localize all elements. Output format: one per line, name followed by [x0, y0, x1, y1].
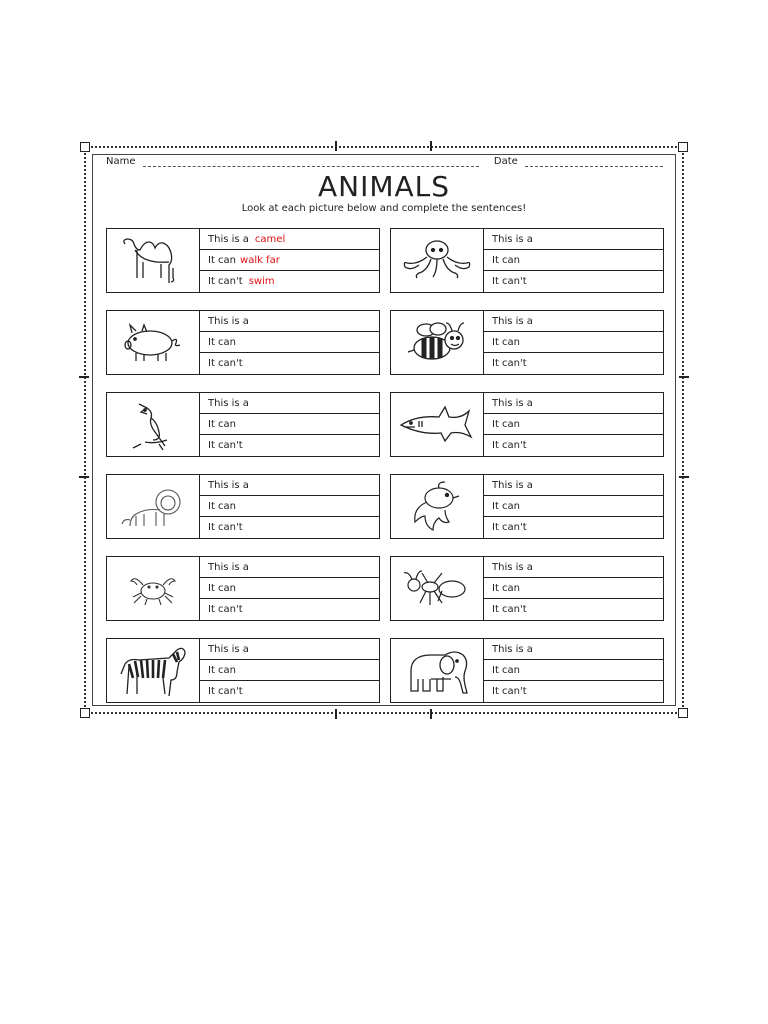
this-is-row: This is a: [484, 229, 663, 250]
corner-ornament: [678, 708, 688, 718]
this-is-row: This is a: [484, 393, 663, 414]
it-can-row: It can walk far: [200, 250, 379, 271]
animal-card: [390, 638, 664, 703]
fish-icon: [391, 475, 484, 538]
animal-card: [106, 392, 380, 457]
this-is-row: This is a: [200, 311, 379, 332]
it-can-row: It can: [484, 578, 663, 599]
it-cant-row: It can't swim: [208, 276, 275, 287]
answer-text: swim: [248, 276, 275, 287]
ant-icon: [391, 557, 484, 620]
worksheet: [84, 146, 684, 714]
it-cant-row: It can't: [492, 440, 527, 451]
animal-card: [106, 474, 380, 539]
border-tick: [430, 709, 432, 719]
it-cant-row: It can't: [208, 686, 243, 697]
it-can-row: It can: [200, 660, 379, 681]
animal-card: [106, 556, 380, 621]
lion-icon: [107, 475, 200, 538]
border-tick: [679, 476, 689, 478]
page-title: ANIMALS: [317, 170, 451, 203]
shark-icon: [391, 393, 484, 456]
it-can-row: It can: [200, 414, 379, 435]
corner-ornament: [80, 708, 90, 718]
name-date-line: [106, 156, 662, 170]
instructions: Look at each picture below and complete the sentences!: [241, 203, 527, 214]
it-cant-row: It can't: [492, 686, 527, 697]
this-is-row: This is a: [484, 475, 663, 496]
border-tick: [79, 376, 89, 378]
it-can-row: It can: [484, 250, 663, 271]
border-tick: [679, 376, 689, 378]
animal-card: [106, 310, 380, 375]
animal-card: [390, 310, 664, 375]
animal-card: [106, 228, 380, 293]
animal-card: [390, 474, 664, 539]
it-can-row: It can: [484, 496, 663, 517]
it-cant-row: It can't: [492, 522, 527, 533]
elephant-icon: [391, 639, 484, 702]
it-can-row: It can: [484, 332, 663, 353]
border-tick: [79, 476, 89, 478]
octopus-icon: [391, 229, 484, 292]
camel-icon: [107, 229, 200, 292]
it-cant-row: It can't: [208, 358, 243, 369]
it-cant-row: It can't: [208, 604, 243, 615]
date-field[interactable]: [525, 157, 663, 167]
this-is-row: This is a: [200, 639, 379, 660]
animal-card: [390, 556, 664, 621]
this-is-row: This is a: [200, 393, 379, 414]
it-cant-row: It can't: [208, 440, 243, 451]
bee-icon: [391, 311, 484, 374]
it-cant-row: It can't: [492, 604, 527, 615]
it-can-row: It can: [200, 332, 379, 353]
this-is-row: This is a: [484, 311, 663, 332]
it-can-row: It can: [484, 660, 663, 681]
answer-text: walk far: [240, 255, 280, 266]
animal-card: [390, 228, 664, 293]
date-label: Date: [493, 156, 518, 167]
it-cant-row: It can't: [208, 522, 243, 533]
it-cant-row: It can't: [492, 276, 527, 287]
corner-ornament: [678, 142, 688, 152]
name-field[interactable]: [143, 157, 479, 167]
crab-icon: [107, 557, 200, 620]
zebra-icon: [107, 639, 200, 702]
border-tick: [335, 141, 337, 151]
animal-card: [390, 392, 664, 457]
it-can-row: It can: [200, 496, 379, 517]
this-is-row: This is a: [484, 557, 663, 578]
border-tick: [335, 709, 337, 719]
border-tick: [430, 141, 432, 151]
this-is-row: This is a: [200, 557, 379, 578]
corner-ornament: [80, 142, 90, 152]
name-label: Name: [106, 156, 136, 167]
pig-icon: [107, 311, 200, 374]
answer-text: camel: [254, 234, 286, 245]
this-is-row: This is a: [200, 475, 379, 496]
bird-icon: [107, 393, 200, 456]
this-is-row: This is a camel: [200, 229, 379, 250]
animal-card: [106, 638, 380, 703]
it-can-row: It can: [200, 578, 379, 599]
it-can-row: It can: [484, 414, 663, 435]
this-is-row: This is a: [484, 639, 663, 660]
it-cant-row: It can't: [492, 358, 527, 369]
